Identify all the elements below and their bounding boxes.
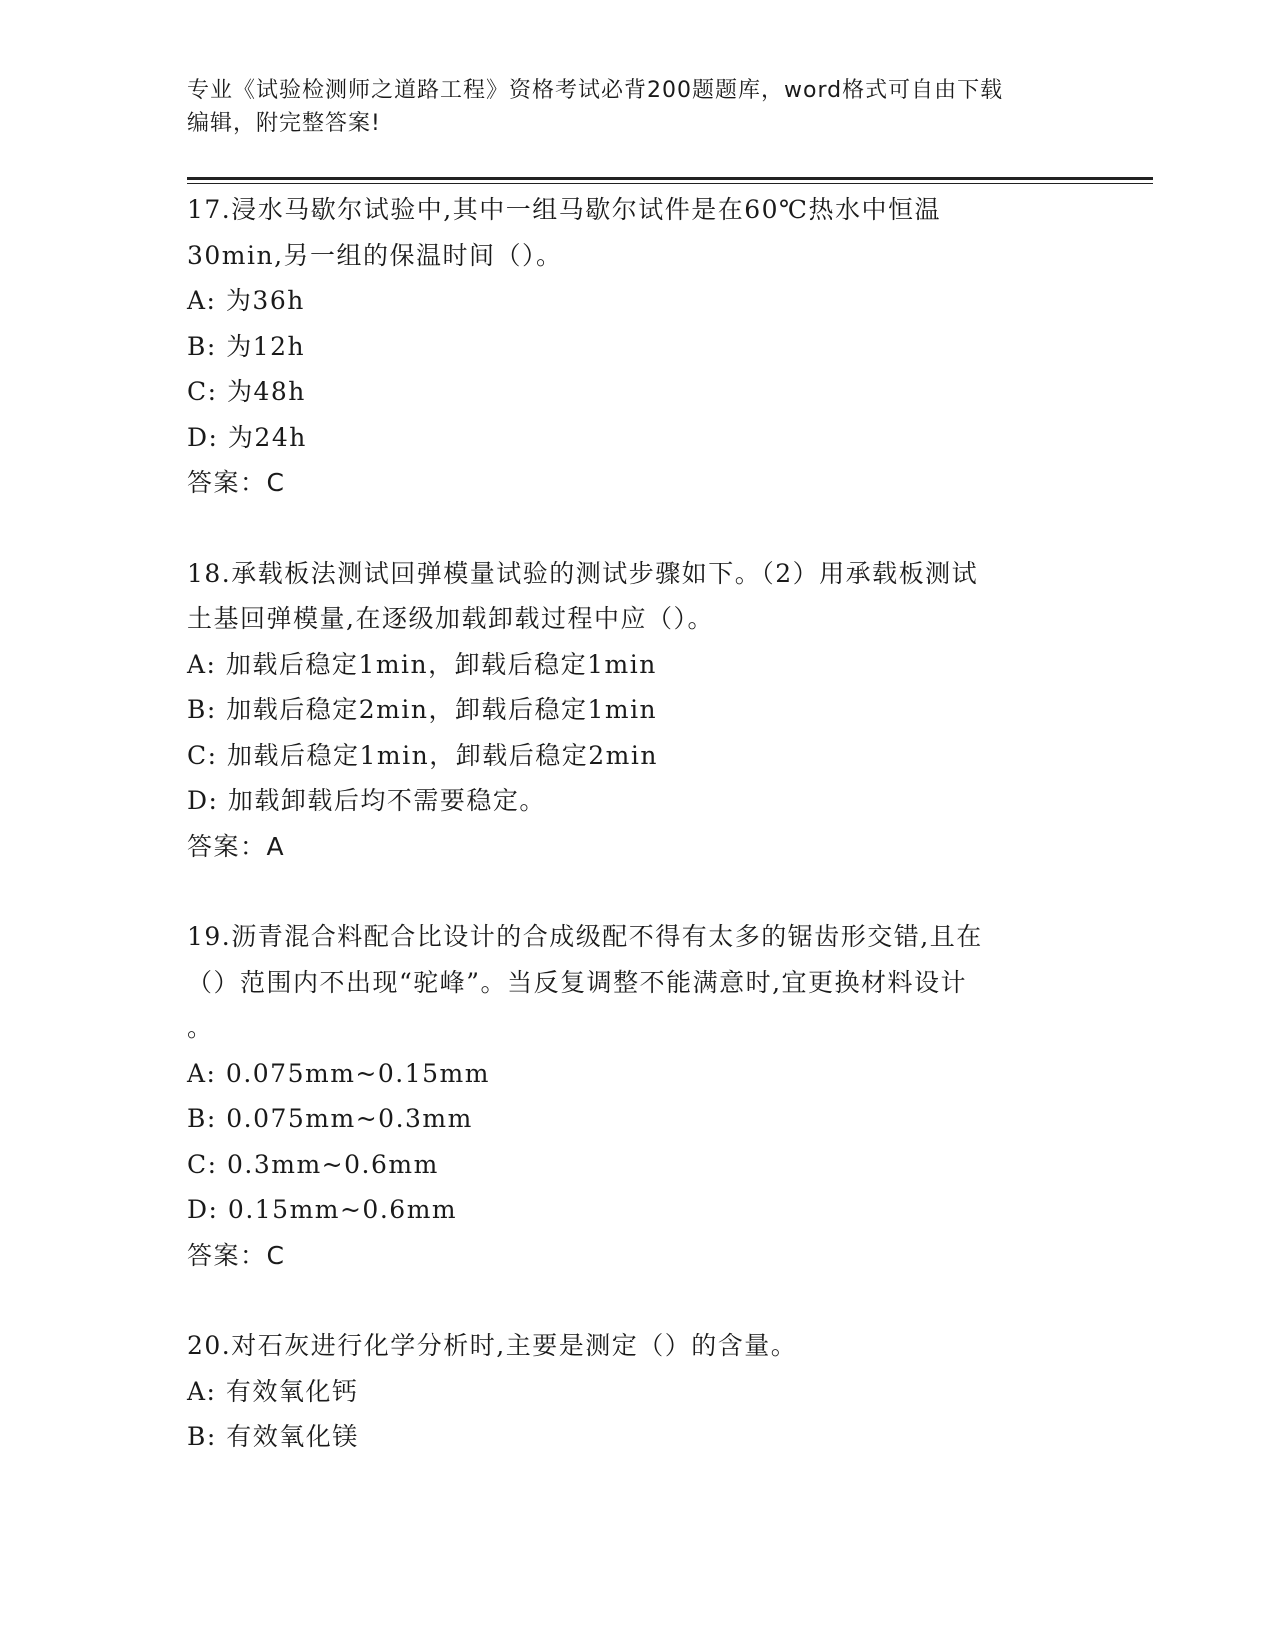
header-line-1: 专业《试验检测师之道路工程》资格考试必背200题题库，word格式可自由下载 (187, 78, 1004, 103)
stem-line: 。 (187, 1013, 214, 1042)
stem-line: 土基回弹模量,在逐级加载卸载过程中应（）。 (187, 604, 714, 633)
header-divider-thick (187, 177, 1153, 180)
question-stem (187, 551, 1087, 642)
header-divider-thin (187, 183, 1153, 184)
option-a: A: 加载后稳定1min，卸载后稳定1min (187, 649, 657, 679)
option-b: B: 加载后稳定2min，卸载后稳定1min (187, 695, 658, 724)
stem-line: 30min,另一组的保温时间（）。 (187, 240, 563, 270)
stem-line: 18.承载板法测试回弹模量试验的测试步骤如下。（2）用承载板测试 (187, 558, 979, 588)
option-b: B: 有效氧化镁 (187, 1422, 359, 1451)
question-18 (187, 551, 1087, 870)
option-d: D: 加载卸载后均不需要稳定。 (187, 786, 546, 815)
stem-line: （）范围内不出现“驼峰”。当反复调整不能满意时,宜更换材料设计 (187, 967, 968, 997)
option-c: C: 为48h (187, 377, 306, 406)
question-stem (187, 1323, 1087, 1369)
stem-line: 20.对石灰进行化学分析时,主要是测定（）的含量。 (187, 1331, 798, 1360)
option-d: D: 0.15mm~0.6mm (187, 1195, 458, 1224)
question-list (187, 187, 1087, 1505)
answer: 答案：C (187, 1240, 286, 1270)
option-a: A: 0.075mm~0.15mm (187, 1058, 490, 1088)
question-20 (187, 1323, 1087, 1460)
option-a: A: 有效氧化钙 (187, 1376, 359, 1406)
answer: 答案：A (187, 831, 286, 861)
question-17 (187, 187, 1087, 506)
stem-line: 17.浸水马歇尔试验中,其中一组马歇尔试件是在60℃热水中恒温 (187, 195, 941, 224)
option-d: D: 为24h (187, 422, 307, 452)
answer: 答案：C (187, 468, 286, 497)
stem-line: 19.沥青混合料配合比设计的合成级配不得有太多的锯齿形交错,且在 (187, 922, 983, 951)
question-stem (187, 187, 1087, 278)
document-header (187, 74, 1067, 140)
option-c: C: 加载后稳定1min，卸载后稳定2min (187, 740, 658, 770)
option-b: B: 0.075mm~0.3mm (187, 1104, 473, 1133)
question-stem (187, 914, 1087, 1051)
question-19 (187, 914, 1087, 1278)
option-b: B: 为12h (187, 331, 306, 361)
option-a: A: 为36h (187, 286, 305, 315)
option-c: C: 0.3mm~0.6mm (187, 1149, 439, 1179)
header-line-2: 编辑，附完整答案! (187, 111, 381, 136)
